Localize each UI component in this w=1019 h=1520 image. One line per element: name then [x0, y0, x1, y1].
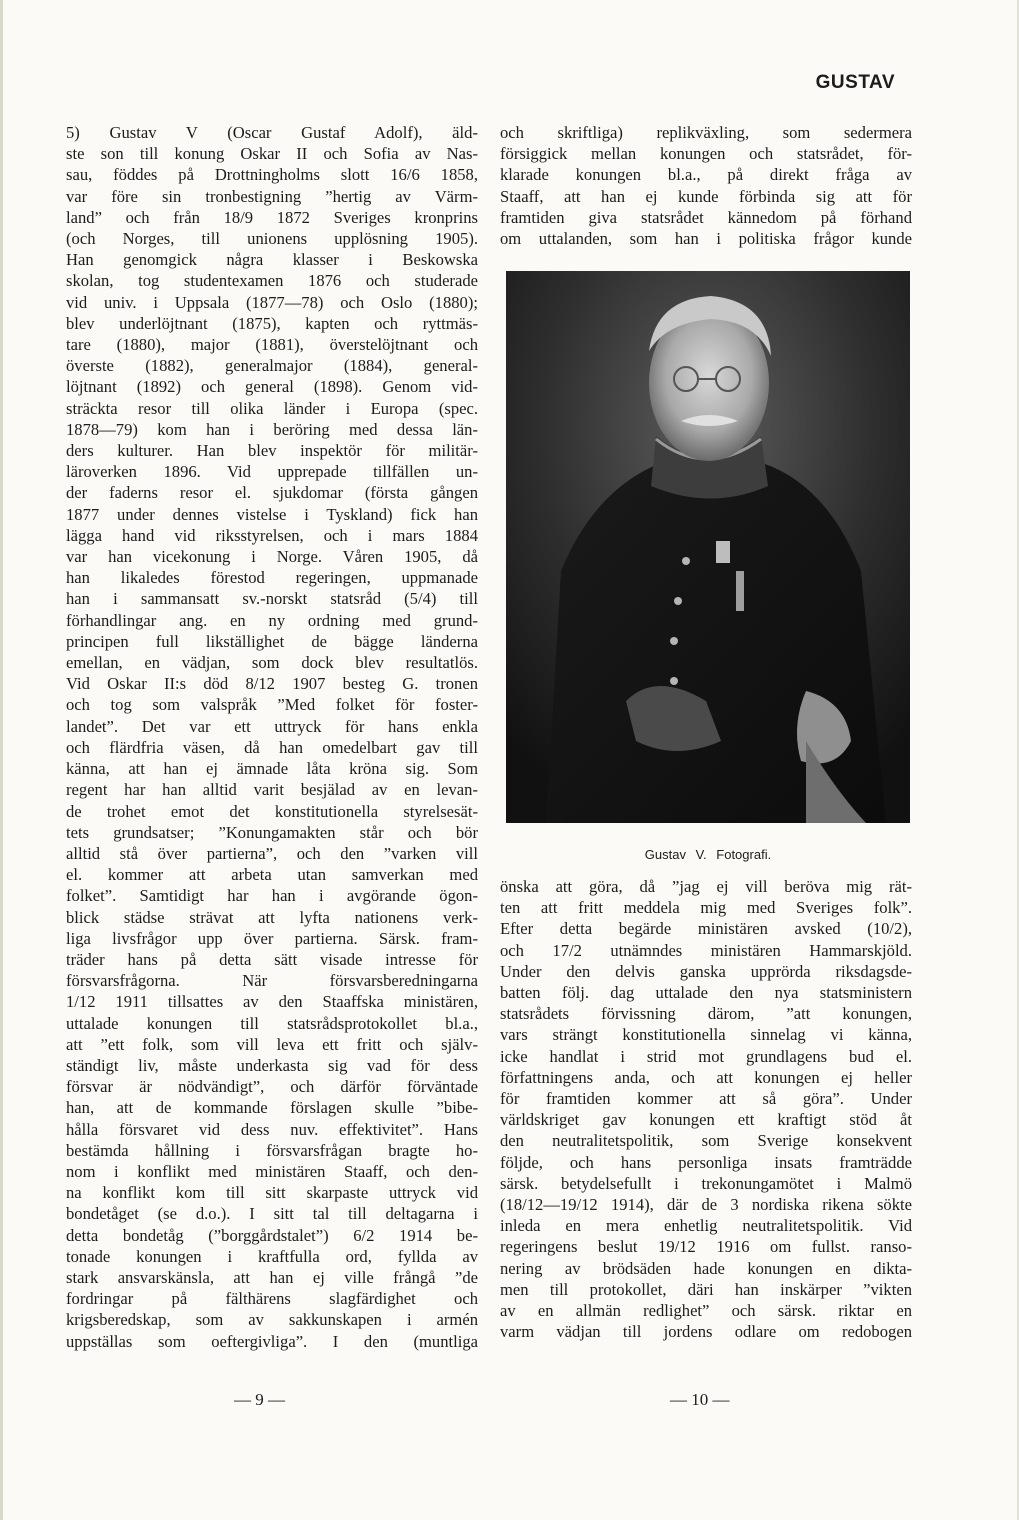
- page-number-right: — 10 —: [670, 1390, 730, 1409]
- text-line: överste (1882), generalmajor (1884), general-: [66, 356, 478, 376]
- text-line: lägga hand vid riksstyrelsen, och i mars 1884: [66, 525, 478, 545]
- text-line: el. kommer att arbeta utan samverkan med: [66, 865, 478, 885]
- text-line: skolan, tog studentexamen 1876 och studerade: [66, 271, 478, 291]
- text-line: principen full likställighet de bägge länderna: [66, 631, 478, 651]
- text-line: läroverken 1896. Vid upprepade tillfällen un-: [66, 462, 478, 482]
- text-line: regent har han alltid varit besjälad av en levan-: [66, 780, 478, 800]
- text-line: och flärdfria väsen, då han omedelbart gav till: [66, 737, 478, 757]
- text-line: ste son till konung Oskar II och Sofia av Nas-: [66, 144, 478, 164]
- text-line: tare (1880), major (1881), överstelöjtnant och: [66, 335, 478, 355]
- text-line: nom i konflikt med ministären Staaff, och den-: [66, 1161, 478, 1181]
- text-line: han, att de kommande förslagen skulle ”bibe-: [66, 1098, 478, 1118]
- text-line: de trohet emot det konstitutionella styrelsesät-: [66, 801, 478, 821]
- text-line: förhandlingar ang. en ny ordning med grund-: [66, 610, 478, 630]
- text-line: men till protokollet, däri han inskärper ”vikten: [500, 1279, 912, 1299]
- text-line: träder hans på detta sätt visade intresse för: [66, 949, 478, 969]
- text-line: bondetåget (se d.o.). I sitt tal till deltagarna i: [66, 1204, 478, 1224]
- text-line: vid univ. i Uppsala (1877—78) och Oslo (1880);: [66, 292, 478, 312]
- text-line: alltid stå över partierna”, och den ”varken vill: [66, 843, 478, 863]
- text-line: för framtiden kommer att så göra”. Under: [500, 1089, 912, 1109]
- text-line: försvarsfrågorna. När försvarsberedningarna: [66, 971, 478, 991]
- text-line: uppställas som oeftergivliga”. I den (muntliga: [66, 1331, 478, 1351]
- text-line: ders kulturer. Han blev inspektör för militär-: [66, 441, 478, 461]
- text-line: han i sammansatt sv.-norskt statsråd (5/4) till: [66, 589, 478, 609]
- text-line: bestämda hållning i försvarsfrågan bragte ho-: [66, 1140, 478, 1160]
- text-line: klarade konungen bl.a., på direkt fråga av: [500, 165, 912, 185]
- text-line: 1/12 1911 tillsattes av den Staaffska ministären,: [66, 992, 478, 1012]
- text-line: folket”. Samtidigt har han i avgörande ögon-: [66, 886, 478, 906]
- text-line: ständigt liv, måste underkasta sig vad för dess: [66, 1055, 478, 1075]
- text-line: sträckta resor till olika länder i Europa (spec.: [66, 398, 478, 418]
- text-line: inleda en mera enhetlig neutralitetspolitik. Vid: [500, 1216, 912, 1236]
- text-line: författningens anda, och att konungen ej heller: [500, 1067, 912, 1087]
- text-line: (och Norges, till unionens upplösning 1905).: [66, 229, 478, 249]
- text-line: varm vädjan till jordens odlare om redobogen: [500, 1322, 912, 1342]
- text-line: av en allmän redlighet” och särsk. riktar en: [500, 1301, 912, 1321]
- portrait-photo: [506, 271, 910, 823]
- text-line: regeringens beslut 19/12 1916 om fullst. ranso-: [500, 1237, 912, 1257]
- text-line: tonade konungen i kraftfulla ord, fyllda av: [66, 1246, 478, 1266]
- text-line: landet”. Det var ett uttryck för hans enkla: [66, 716, 478, 736]
- text-line: 1877 under dennes vistelse i Tyskland) fick han: [66, 504, 478, 524]
- text-line: löjtnant (1892) och general (1898). Genom vid-: [66, 377, 478, 397]
- running-head: GUSTAV: [815, 72, 895, 93]
- text-line: var han vicekonung i Norge. Våren 1905, då: [66, 547, 478, 567]
- text-line: uttalade konungen till statsrådsprotokollet bl.a.,: [66, 1013, 478, 1033]
- text-line: statsrådets förvissning därom, ”att konungen,: [500, 1004, 912, 1024]
- text-line: sau, föddes på Drottningholms slott 16/6 1858,: [66, 165, 478, 185]
- text-line: ten att fritt meddela mig med Sveriges folk”.: [500, 898, 912, 918]
- text-line: Staaff, att han ej kunde förbinda sig att för: [500, 186, 912, 206]
- text-line: världskriget gav konungen ett kraftigt stöd åt: [500, 1110, 912, 1130]
- text-line: batten följ. dag uttalade den nya statsministern: [500, 983, 912, 1003]
- left-column: [66, 122, 478, 1352]
- text-line: na konflikt kom till sitt skarpaste uttryck vid: [66, 1183, 478, 1203]
- text-line: känna, att han ej ämnade låta kröna sig. Som: [66, 759, 478, 779]
- text-line: emellan, en vädjan, som dock blev resultatlös.: [66, 653, 478, 673]
- right-column-top: [500, 122, 912, 249]
- text-line: Efter detta begärde ministären avsked (10/2),: [500, 919, 912, 939]
- text-line: der faderns resor el. sjukdomar (första gången: [66, 483, 478, 503]
- text-line: 1878—79) kom han i beröring med dessa län-: [66, 419, 478, 439]
- text-line: Vid Oskar II:s död 8/12 1907 besteg G. tronen: [66, 674, 478, 694]
- text-line: att ”ett folk, som vill leva ett fritt och själv-: [66, 1034, 478, 1054]
- text-line: fordringar på fälthärens slagfärdighet och: [66, 1289, 478, 1309]
- text-line: Under den delvis ganska upprörda riksdagsde-: [500, 961, 912, 981]
- text-line: följde, och hans personliga insats framträdde: [500, 1152, 912, 1172]
- text-line: [66, 122, 478, 143]
- page-number-left: — 9 —: [234, 1390, 285, 1409]
- text-line: om uttalanden, som han i politiska frågor kunde: [500, 229, 912, 249]
- text-line-body: Gustav V (Oscar Gustaf Adolf), äld-: [109, 123, 478, 142]
- text-line: hålla försvaret vid dess nuv. effektivitet”. Hans: [66, 1119, 478, 1139]
- text-line: nering av brödsäden hade konungen en dikta-: [500, 1258, 912, 1278]
- text-line: och tog som valspråk ”Med folket för foster-: [66, 695, 478, 715]
- text-line: vars strängt konstitutionella sinnelag vi känna,: [500, 1025, 912, 1045]
- text-line: Han genomgick några klasser i Beskowska: [66, 250, 478, 270]
- text-line: önska att göra, då ”jag ej vill beröva mig rät-: [500, 877, 912, 896]
- text-line: krigsberedskap, som av sakkunskapen i armén: [66, 1310, 478, 1330]
- text-line: framtiden giva statsrådet kännedom på förhand: [500, 207, 912, 227]
- text-line: och 17/2 utnämndes ministären Hammarskjöld.: [500, 940, 912, 960]
- text-line: försvar är nödvändigt”, och därför förväntade: [66, 1077, 478, 1097]
- text-line: icke handlat i strid mot grundlagens bud el.: [500, 1046, 912, 1066]
- right-column-bottom: [500, 876, 912, 1342]
- text-line: tets grundsatser; ”Konungamakten står och bör: [66, 822, 478, 842]
- text-line: detta bondetåg (”borggårdstalet”) 6/2 1914 be-: [66, 1225, 478, 1245]
- photo-caption: Gustav V. Fotografi.: [644, 847, 772, 862]
- text-line: var före sin tronbestigning ”hertig av Värm-: [66, 186, 478, 206]
- text-line: stark ansvarskänsla, att han ej ville frångå ”de: [66, 1267, 478, 1287]
- text-line: den neutralitetspolitik, som Sverige konsekvent: [500, 1131, 912, 1151]
- text-line: (18/12—19/12 1914), där de 3 nordiska rikena sökte: [500, 1195, 912, 1215]
- text-line: försiggick mellan konungen och statsrådet, för-: [500, 144, 912, 164]
- section-number: 5): [66, 123, 110, 142]
- text-line: och skriftliga) replikväxling, som sedermera: [500, 123, 912, 142]
- text-line: han likaledes förestod regeringen, uppmanade: [66, 568, 478, 588]
- portrait-illustration: [506, 271, 910, 823]
- text-line: blev underlöjtnant (1875), kapten och ryttmäs-: [66, 313, 478, 333]
- text-line: blick städse strävat att lyfta nationens verk-: [66, 907, 478, 927]
- text-line: land” och från 18/9 1872 Sveriges kronprins: [66, 207, 478, 227]
- text-line: särsk. betydelsefullt i trekonungamötet i Malmö: [500, 1173, 912, 1193]
- text-line: liga livsfrågor upp över partierna. Särsk. fram-: [66, 928, 478, 948]
